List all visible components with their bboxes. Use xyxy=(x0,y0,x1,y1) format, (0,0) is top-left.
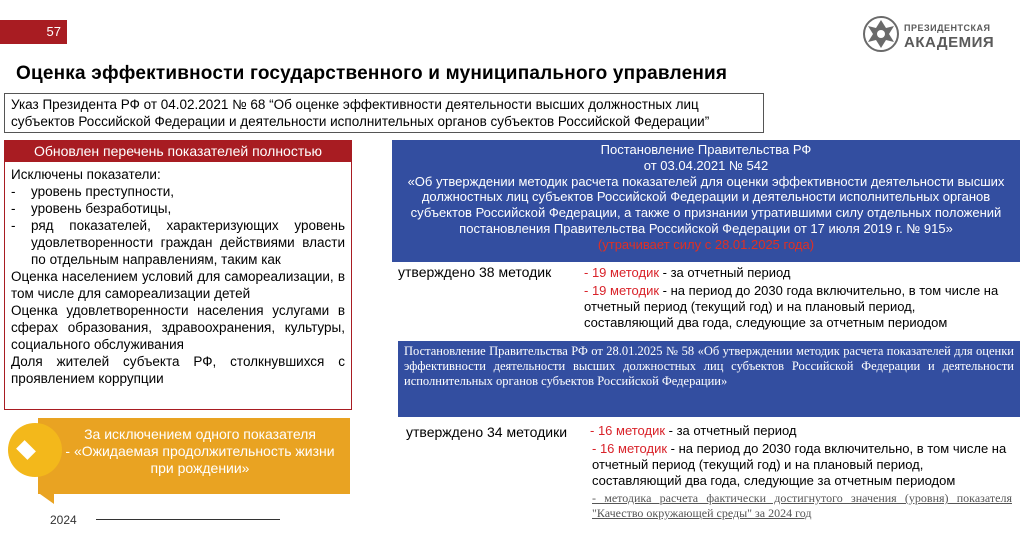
approved-38-label: утверждено 38 методик xyxy=(398,264,552,280)
exception-callout xyxy=(38,418,350,494)
resolution-542-expired: (утрачивает силу с 28.01.2025 года) xyxy=(597,236,815,252)
exception-line2: - «Ожидаемая продолжительность жизни при рождении» xyxy=(65,443,335,476)
list-item xyxy=(11,217,345,268)
res1-item1-text: - за отчетный период xyxy=(659,265,791,280)
res1-item1-count: - 19 методик xyxy=(584,265,660,280)
list-item xyxy=(11,200,345,217)
footer-year: 2024 xyxy=(50,513,77,527)
academy-logo xyxy=(862,12,1002,58)
res1-item2-text: - на период до 2030 года включительно, в том числе на отчетный период (текущий год) и на плановый период, составляющий два года, следующие за отчетным периодом xyxy=(584,283,999,330)
dash-marker: - xyxy=(11,201,16,216)
indicators-header: Обновлен перечень показателей полностью xyxy=(4,140,352,162)
paragraph-services: Оценка удовлетворенности населения услугами в сферах образования, здравоохранения, культуры, социального обслуживания xyxy=(11,303,345,352)
list-item xyxy=(11,183,345,200)
logo-text-line1: ПРЕЗИДЕНТСКАЯ xyxy=(904,23,991,33)
decree-text: Указ Президента РФ от 04.02.2021 № 68 “Об оценке эффективности деятельности высших должностных лиц субъектов Российской Федерации и деятельности исполнительных органов субъектов Российской Федерации” xyxy=(11,97,710,129)
decree-box xyxy=(4,93,764,133)
resolution-542-body: «Об утверждении методик расчета показателей для оценки эффективности деятельности высших должностных лиц субъектов Российской Федерации и деятельности исполнительных органов субъектов Российской Федерации, а также о признании утратившими силу отдельных положений постановления Правительства Российской Федерации от 17 июля 2019 г. № 915» xyxy=(407,173,1005,236)
res2-item2-text: - на период до 2030 года включительно, в том числе на отчетный период (текущий год) и на плановый период, составляющий два года, следующие за отчетным периодом xyxy=(592,441,1007,488)
exception-line1: За исключением одного показателя xyxy=(84,426,316,442)
res2-item1 xyxy=(590,423,797,438)
res2-item1-text: - за отчетный период xyxy=(665,423,797,438)
slide-number: 57 xyxy=(0,20,67,44)
resolution-542-line2: от 03.04.2021 № 542 xyxy=(643,157,769,173)
dash-marker: - xyxy=(11,218,16,233)
dash-marker: - xyxy=(11,184,16,199)
list-item-text: ряд показателей, характеризующих уровень удовлетворенности граждан действиями власти по отдельным направлениям, таким как xyxy=(31,218,345,267)
res1-item2 xyxy=(584,283,1004,331)
list-item-text: уровень безработицы, xyxy=(31,201,172,216)
logo-text-line2: АКАДЕМИЯ xyxy=(904,34,995,51)
res1-item2-count: - 19 методик xyxy=(584,283,660,298)
approved-34-label: утверждено 34 методики xyxy=(406,424,568,440)
resolution-542-box xyxy=(392,140,1020,262)
eagle-emblem-icon xyxy=(862,12,900,56)
callout-tail xyxy=(40,494,54,504)
list-item-text: уровень преступности, xyxy=(31,184,175,199)
resolution-58-text: Постановление Правительства РФ от 28.01.2025 № 58 «Об утверждении методик расчета показателей для оценки эффективности деятельности высших должностных лиц субъектов Российской Федерации и деятельности исполнительных органов субъектов Российской Федерации» xyxy=(404,344,1014,388)
res2-item2 xyxy=(592,441,1012,489)
res2-item1-count: - 16 методик xyxy=(590,423,666,438)
res2-item2-count: - 16 методик xyxy=(592,441,668,456)
slide-title: Оценка эффективности государственного и муниципального управления xyxy=(16,63,728,84)
res2-item3: - методика расчета фактически достигнутого значения (уровня) показателя "Качество окружающей среды" за 2024 год xyxy=(592,491,1012,520)
excluded-label: Исключены показатели: xyxy=(11,167,161,182)
res1-item1 xyxy=(584,265,791,281)
footer-divider xyxy=(96,519,280,520)
resolution-58-box xyxy=(398,341,1020,417)
excluded-indicators-box xyxy=(4,162,352,410)
paragraph-self-realization: Оценка населением условий для самореализации, в том числе для самореализации детей xyxy=(11,269,345,301)
resolution-542-line1: Постановление Правительства РФ xyxy=(600,142,812,157)
paragraph-corruption: Доля жителей субъекта РФ, столкнувшихся с проявлением коррупции xyxy=(11,354,345,386)
